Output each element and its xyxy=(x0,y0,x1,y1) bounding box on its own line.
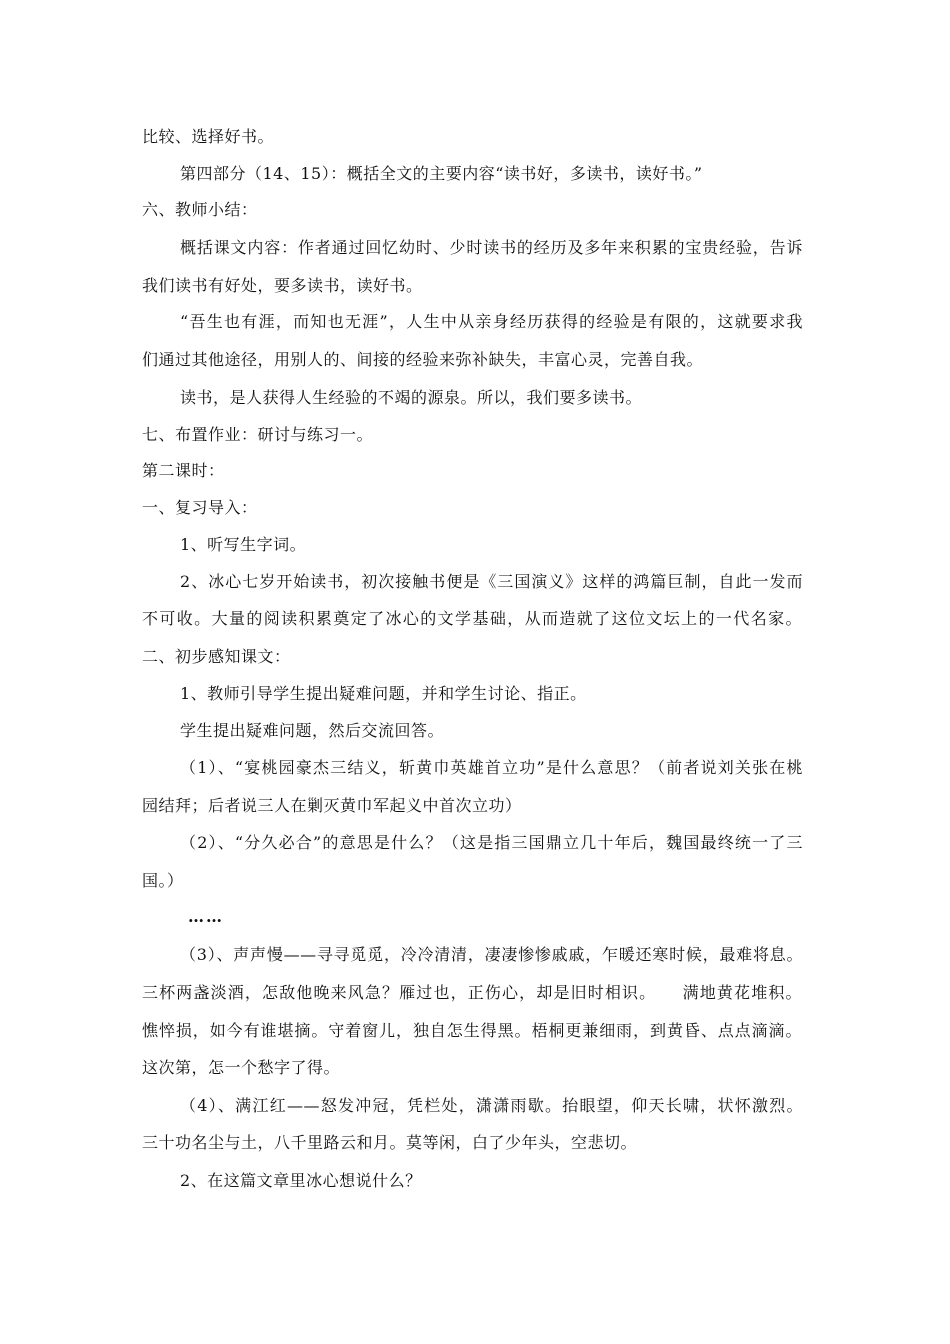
ellipsis: …… xyxy=(188,907,224,926)
text-line: 不可收。大量的阅读积累奠定了冰心的文学基础，从而造就了这位文坛上的一代名家。 xyxy=(142,609,802,628)
text-line: “吾生也有涯，而知也无涯”，人生中从亲身经历获得的经验是有限的，这就要求我 xyxy=(180,312,803,331)
text-line: 2、冰心七岁开始读书，初次接触书便是《三国演义》这样的鸿篇巨制，自此一发而 xyxy=(180,572,803,591)
text-line: 2、在这篇文章里冰心想说什么？ xyxy=(180,1171,422,1190)
text-line: 们通过其他途径，用别人的、间接的经验来弥补缺失，丰富心灵，完善自我。 xyxy=(142,350,704,369)
text-line: 三杯两盏淡酒，怎敌他晚来风急？雁过也，正伤心，却是旧时相识。 满地黄花堆积。 xyxy=(142,983,802,1002)
section-heading: 二、初步感知课文： xyxy=(142,647,291,666)
text-line: 这次第，怎一个愁字了得。 xyxy=(142,1058,341,1077)
lesson-heading: 第二课时： xyxy=(142,461,225,480)
text-line: 学生提出疑难问题，然后交流回答。 xyxy=(180,721,445,740)
text-line: 我们读书有好处，要多读书，读好书。 xyxy=(142,276,423,295)
text-line: 概括课文内容：作者通过回忆幼时、少时读书的经历及多年来积累的宝贵经验，告诉 xyxy=(180,238,803,257)
text-line: 1、教师引导学生提出疑难问题，并和学生讨论、指正。 xyxy=(180,684,587,703)
section-heading: 七、布置作业：研讨与练习一。 xyxy=(142,425,374,444)
text-line: （1）、“宴桃园豪杰三结义，斩黄巾英雄首立功”是什么意思？（前者说刘关张在桃 xyxy=(180,758,803,777)
text-line: （2）、“分久必合”的意思是什么？（这是指三国鼎立几十年后，魏国最终统一了三 xyxy=(180,833,803,852)
text-line: 国。） xyxy=(142,871,184,890)
text-line: 1、听写生字词。 xyxy=(180,535,307,554)
section-heading: 一、复习导入： xyxy=(142,498,258,517)
text-line: （3）、声声慢——寻寻觅觅，冷冷清清，凄凄惨惨戚戚，乍暖还寒时候，最难将息。 xyxy=(180,945,803,964)
section-heading: 六、教师小结： xyxy=(142,200,258,219)
text-line: 读书，是人获得人生经验的不竭的源泉。所以，我们要多读书。 xyxy=(180,388,643,407)
text-line: 比较、选择好书。 xyxy=(142,127,275,146)
text-line: 憔悴损，如今有谁堪摘。守着窗儿，独自怎生得黑。梧桐更兼细雨，到黄昏、点点滴滴。 xyxy=(142,1021,802,1040)
text-line: 第四部分（14、15）：概括全文的主要内容“读书好，多读书，读好书。” xyxy=(180,164,703,183)
text-line: 三十功名尘与土，八千里路云和月。莫等闲，白了少年头，空悲切。 xyxy=(142,1133,638,1152)
text-line: （4）、满江红——怒发冲冠，凭栏处，潇潇雨歇。抬眼望，仰天长啸，状怀激烈。 xyxy=(180,1096,803,1115)
text-line: 园结拜；后者说三人在剿灭黄巾军起义中首次立功） xyxy=(142,796,522,815)
